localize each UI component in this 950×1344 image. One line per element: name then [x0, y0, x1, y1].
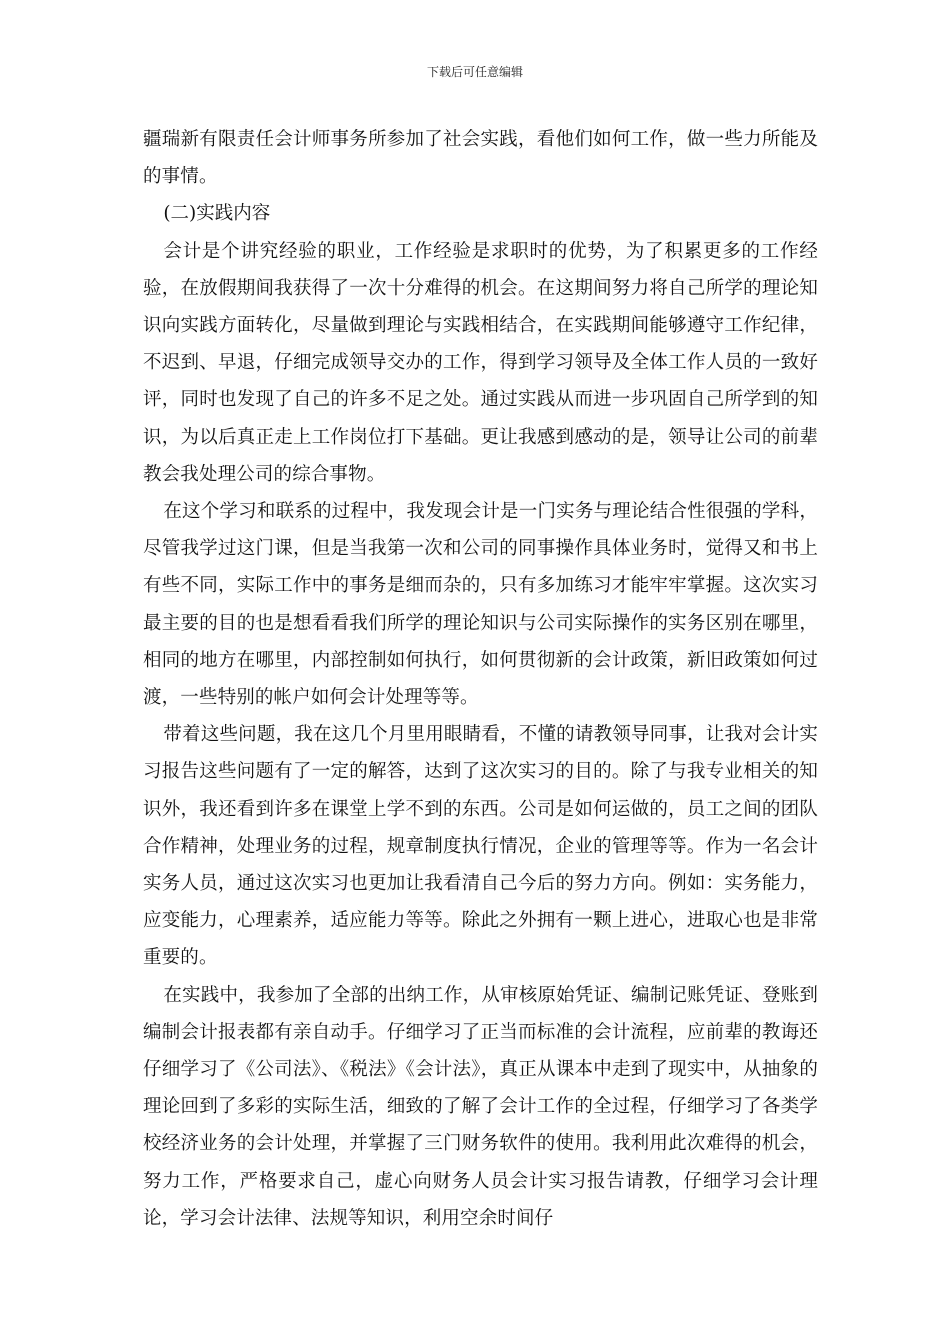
section-heading: (二)实践内容 — [163, 203, 271, 225]
header-note: 下载后可任意编辑 — [426, 65, 523, 79]
paragraph-2: 在这个学习和联系的过程中，我发现会计是一门实务与理论结合性很强的学科，尽管我学过这门课，但是当我第一次和公司的同事操作具体业务时，觉得又和书上有些不同，实际工作中的事务是细而杂的，只有多加练习才能牢牢掌握。这次实习最主要的目的也是想看看我们所学的理论知识与公司实际操作的实务区别在哪里，相同的地方在哪里，内部控制如何执行，如何贯彻新的会计政策，新旧政策如何过渡，一些特别的帐户如何会计处理等等。 — [143, 501, 818, 709]
document-body — [143, 121, 818, 1237]
paragraph-1: 会计是个讲究经验的职业，工作经验是求职时的优势，为了积累更多的工作经验，在放假期间我获得了一次十分难得的机会。在这期间努力将自己所学的理论知识向实践方面转化，尽量做到理论与实践相结合，在实践期间能够遵守工作纪律，不迟到、早退，仔细完成领导交办的工作，得到学习领导及全体工作人员的一致好评，同时也发现了自己的许多不足之处。通过实践从而进一步巩固自己所学到的知识，为以后真正走上工作岗位打下基础。更让我感到感动的是，领导让公司的前辈教会我处理公司的综合事物。 — [143, 240, 818, 485]
paragraph-4: 在实践中，我参加了全部的出纳工作，从审核原始凭证、编制记账凭证、登账到编制会计报表都有亲自动手。仔细学习了正当而标准的会计流程，应前辈的教诲还仔细学习了《公司法》、《税法》《会计法》，真正从课本中走到了现实中，从抽象的理论回到了多彩的实际生活，细致的了解了会计工作的全过程，仔细学习了各类学校经济业务的会计处理，并掌握了三门财务软件的使用。我利用此次难得的机会，努力工作，严格要求自己，虚心向财务人员会计实习报告请教，仔细学习会计理论，学习会计法律、法规等知识，利用空余时间仔 — [143, 984, 818, 1229]
intro-paragraph: 疆瑞新有限责任会计师事务所参加了社会实践，看他们如何工作，做一些力所能及的事情。 — [143, 129, 818, 188]
paragraph-3: 带着这些问题，我在这几个月里用眼睛看，不懂的请教领导同事，让我对会计实习报告这些问题有了一定的解答，达到了这次实习的目的。除了与我专业相关的知识外，我还看到许多在课堂上学不到的东西。公司是如何运做的，员工之间的团队合作精神，处理业务的过程，规章制度执行情况，企业的管理等等。作为一名会计实务人员，通过这次实习也更加让我看清自己今后的努力方向。例如：实务能力，应变能力，心理素养，适应能力等等。除此之外拥有一颗上进心，进取心也是非常重要的。 — [143, 724, 818, 969]
